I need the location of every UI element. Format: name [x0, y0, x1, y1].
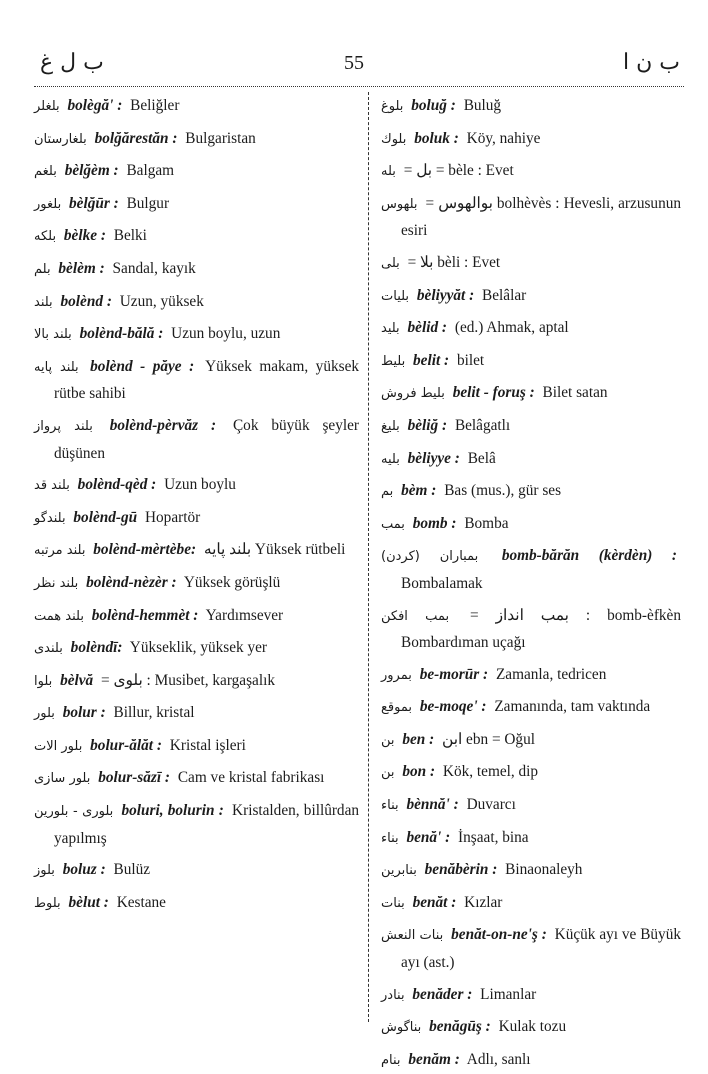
definition: Beliğler [130, 97, 180, 114]
headword: benăm : [408, 1050, 460, 1068]
arabic-script: بلند همت [34, 608, 84, 624]
headword: bèliyye : [407, 449, 460, 467]
arabic-script: بلى [381, 255, 400, 271]
headword: bolur-ălăt : [90, 736, 162, 754]
headword: benăgūş : [429, 1018, 491, 1036]
dictionary-entry [381, 603, 681, 657]
dictionary-entry [381, 825, 681, 853]
dictionary-entry [34, 191, 359, 219]
dictionary-entry [381, 478, 681, 506]
header-left-letters: ب ل غ [40, 50, 104, 75]
definition: Billur, kristal [113, 704, 195, 722]
headword: belit - foruş : [452, 384, 535, 402]
dictionary-entry [34, 733, 359, 761]
headword: bolènd-gū [73, 508, 138, 526]
dictionary-entry [381, 922, 681, 976]
left-column [34, 93, 359, 1023]
arabic-script: بلند [34, 294, 53, 310]
dictionary-entry [381, 759, 681, 787]
arabic-script: بناگوش [381, 1020, 422, 1036]
definition: Çok büyük şeyler düşünen [54, 416, 360, 462]
headword: belit : [413, 351, 450, 369]
definition: Belki [113, 227, 147, 245]
arabic-script: بلغم [34, 164, 57, 180]
definition: بلند پایه Yüksek rütbeli [203, 541, 346, 559]
arabic-script: بله [381, 164, 396, 180]
definition: = بل = bèle : Evet [403, 162, 514, 180]
definition: Binaonaleyh [505, 861, 583, 879]
header-rule [34, 86, 684, 87]
dictionary-entry [381, 890, 681, 918]
arabic-script: بلند بالا [34, 327, 72, 343]
arabic-script: بلوط [34, 895, 61, 911]
definition: Belâlar [482, 286, 527, 304]
definition: Yüksek makam, yüksek rütbe sahibi [54, 357, 360, 403]
definition: Küçük ayı ve Büyük ayı (ast.) [401, 926, 681, 972]
headword: bolènd-bălă : [79, 325, 164, 343]
arabic-script: بلند پرواز [34, 418, 93, 434]
definition: = بمب انداز : bomb-èfkèn Bombardıman uçağı [401, 606, 681, 652]
dictionary-entry [381, 315, 681, 343]
dictionary-entry [381, 348, 681, 376]
arabic-script: بليه [381, 451, 400, 467]
dictionary-entry [34, 765, 359, 793]
arabic-script: بلوغ [381, 99, 404, 114]
dictionary-entry [34, 472, 359, 500]
definition: Uzun boylu [164, 476, 236, 494]
headword: bolènd - păye : [90, 357, 195, 375]
definition: Uzun, yüksek [119, 292, 204, 310]
dictionary-entry [34, 890, 359, 918]
headword: benăt-on-ne'ş : [451, 926, 547, 944]
definition: Kulak tozu [498, 1018, 567, 1036]
dictionary-entry [34, 798, 359, 852]
dictionary-entry [381, 857, 681, 885]
arabic-script: بلم [34, 261, 51, 277]
arabic-script: بمب [381, 516, 405, 532]
definition: Hopartör [144, 508, 201, 526]
dictionary-entry [34, 668, 359, 696]
headword: bolur-săzī : [98, 769, 171, 787]
definition: = بلا bèli : Evet [407, 253, 501, 271]
headword: ben : [402, 730, 435, 748]
dictionary-entry [381, 446, 681, 474]
page-header [0, 44, 708, 90]
definition: = بلوى : Musibet, kargaşalık [101, 671, 275, 689]
definition: Bombalamak [401, 574, 483, 592]
arabic-script: بلوا [34, 673, 53, 689]
definition: Bomba [464, 514, 509, 532]
definition: Kızlar [464, 893, 503, 911]
headword: boluz : [62, 861, 106, 879]
arabic-script: بلندگو [34, 510, 66, 526]
headword: bèliyyăt : [416, 286, 475, 304]
dictionary-entry [34, 289, 359, 317]
dictionary-entry [34, 354, 359, 408]
arabic-script: بليغ [381, 418, 400, 434]
definition: Yüksek görüşlü [183, 573, 281, 591]
dictionary-entry [381, 158, 681, 186]
dictionary-entry [381, 511, 681, 539]
headword: boluk : [414, 129, 459, 147]
arabic-script: بلغلر [34, 99, 60, 114]
definition: Bilet satan [542, 384, 608, 402]
headword: bolènd-nèzèr : [86, 573, 177, 591]
headword: bèliğ : [407, 416, 448, 434]
headword: benăt : [412, 893, 457, 911]
dictionary-entry [34, 505, 359, 533]
arabic-script: بناء [381, 798, 399, 814]
headword: bolèndī: [70, 639, 123, 657]
arabic-script: بلور سازى [34, 771, 91, 787]
arabic-script: بمباران (كردن) [381, 549, 479, 565]
headword: benăbèrin : [424, 861, 498, 879]
definition: bilet [456, 351, 485, 369]
headword: bon : [402, 763, 436, 781]
arabic-script: بلوز [34, 863, 55, 879]
arabic-script: بلورى - بلورين [34, 804, 114, 820]
headword: bomb-bărăn (kèrdèn) : [501, 547, 677, 565]
headword: bèlèm : [58, 259, 105, 277]
dictionary-entry [381, 250, 681, 278]
headword: benăder : [412, 985, 473, 1003]
headword: bèlğèm : [64, 162, 119, 180]
definition: Bulgaristan [185, 129, 256, 147]
arabic-script: بمرور [381, 667, 412, 683]
definition: (ed.) Ahmak, aptal [454, 319, 569, 337]
dictionary-entry [381, 792, 681, 820]
definition: Sandal, kayık [112, 259, 196, 277]
definition: Cam ve kristal fabrikası [177, 769, 325, 787]
dictionary-entry [34, 256, 359, 284]
dictionary-entry [381, 1047, 681, 1074]
arabic-script: بلوك [381, 131, 407, 147]
page-number: 55 [344, 52, 364, 74]
definition: Bulüz [113, 861, 151, 879]
arabic-script: بم [381, 484, 394, 500]
definition: Köy, nahiye [466, 129, 541, 147]
headword: bènnă' : [406, 796, 459, 814]
dictionary-entry [34, 321, 359, 349]
dictionary-entry [381, 126, 681, 154]
headword: bolur : [62, 704, 106, 722]
dictionary-entry [381, 982, 681, 1010]
headword: bolènd-hemmèt : [91, 606, 199, 624]
arabic-script: بلكه [34, 229, 57, 245]
definition: Kristalden, billûrdan yapılmış [54, 802, 360, 847]
dictionary-entry [381, 662, 681, 690]
arabic-script: بلند قد [34, 478, 70, 494]
headword: bèlke : [63, 227, 106, 245]
dictionary-entry [381, 694, 681, 722]
dictionary-entry [381, 727, 681, 755]
column-divider [368, 92, 369, 1022]
dictionary-entry [34, 158, 359, 186]
arabic-script: بن [381, 765, 395, 781]
dictionary-entry [381, 380, 681, 408]
arabic-script: بليط [381, 353, 406, 369]
headword: be-moqe' : [419, 698, 487, 716]
definition: = بوالهوس bolhèvès : Hevesli, arzusunun esiri [401, 194, 682, 240]
dictionary-entry [34, 223, 359, 251]
definition: Belâ [467, 449, 496, 467]
right-column [381, 93, 682, 1068]
arabic-script: بن [381, 732, 395, 748]
definition: ابن ebn = Oğul [442, 730, 535, 748]
definition: İnşaat, bina [458, 828, 529, 846]
dictionary-entry [34, 93, 359, 121]
headword: boluğ : [411, 97, 456, 114]
arabic-script: بليات [381, 288, 410, 304]
arabic-script: بلند پايه [34, 359, 79, 375]
headword: bèlut : [68, 893, 109, 911]
definition: Yükseklik, yüksek yer [129, 639, 268, 657]
headword: be-morūr : [419, 665, 489, 683]
arabic-script: بنام [381, 1052, 401, 1068]
arabic-script: بناء [381, 830, 399, 846]
dictionary-entry [34, 700, 359, 728]
arabic-script: بنادر [381, 987, 405, 1003]
arabic-script: بلندى [34, 641, 63, 657]
dictionary-entry [34, 570, 359, 598]
dictionary-entry [381, 543, 681, 597]
dictionary-entry [34, 537, 359, 565]
dictionary-entry [381, 283, 681, 311]
headword: bolènd-qèd : [77, 476, 157, 494]
definition: Limanlar [480, 985, 537, 1003]
definition: Kristal işleri [169, 736, 246, 754]
headword: bèlğūr : [69, 194, 119, 212]
dictionary-entry [34, 126, 359, 154]
headword: bolègă' : [67, 97, 123, 114]
headword: boluri, bolurin : [121, 802, 224, 820]
dictionary-entry [34, 603, 359, 631]
definition: Bulgur [126, 194, 170, 212]
definition: Zamanında, tam vaktında [494, 698, 651, 716]
definition: Yardımsever [205, 606, 284, 624]
arabic-script: بليط فروش [381, 386, 445, 402]
dictionary-entry [34, 857, 359, 885]
arabic-script: بليد [381, 321, 400, 337]
arabic-script: بموقع [381, 700, 412, 716]
dictionary-entry [381, 1014, 681, 1042]
dictionary-entry [381, 191, 681, 245]
arabic-script: بلور الات [34, 738, 83, 754]
arabic-script: بلهوس [381, 196, 418, 212]
definition: Kestane [116, 893, 166, 911]
arabic-script: بلور [34, 706, 55, 722]
definition: Buluğ [463, 97, 502, 114]
arabic-script: بنات النعش [381, 928, 444, 944]
headword: bolènd : [60, 292, 112, 310]
definition: Bas (mus.), gür ses [444, 482, 562, 500]
headword: bèlid : [407, 319, 448, 337]
headword: bomb : [412, 514, 457, 532]
definition: Uzun boylu, uzun [171, 325, 281, 343]
arabic-script: بنات [381, 895, 405, 911]
dictionary-entry [381, 93, 681, 121]
dictionary-entry [34, 413, 359, 467]
definition: Belâgatlı [454, 416, 511, 434]
arabic-script: بلند نظر [34, 575, 79, 591]
definition: Duvarcı [466, 796, 516, 814]
definition: Kök, temel, dip [442, 763, 539, 781]
definition: Balgam [126, 162, 175, 180]
headword: bolènd-pèrvăz : [109, 416, 217, 434]
headword: benă' : [406, 828, 451, 846]
headword: bolğărestăn : [94, 129, 178, 147]
dictionary-entry [381, 413, 681, 441]
header-right-letters: ب ن ا [623, 50, 680, 75]
dictionary-entry [34, 635, 359, 663]
arabic-script: بنابرين [381, 863, 417, 879]
arabic-script: بلغارستان [34, 131, 87, 147]
definition: Adlı, sanlı [466, 1050, 531, 1068]
headword: bèm : [401, 482, 437, 500]
headword: bolènd-mèrtèbe: [93, 541, 197, 559]
arabic-script: بمب افكن [381, 608, 450, 624]
arabic-script: بلند مرتبه [34, 543, 86, 559]
arabic-script: بلغور [34, 196, 62, 212]
definition: Zamanla, tedricen [495, 665, 607, 683]
headword: bèlvă [60, 671, 94, 689]
